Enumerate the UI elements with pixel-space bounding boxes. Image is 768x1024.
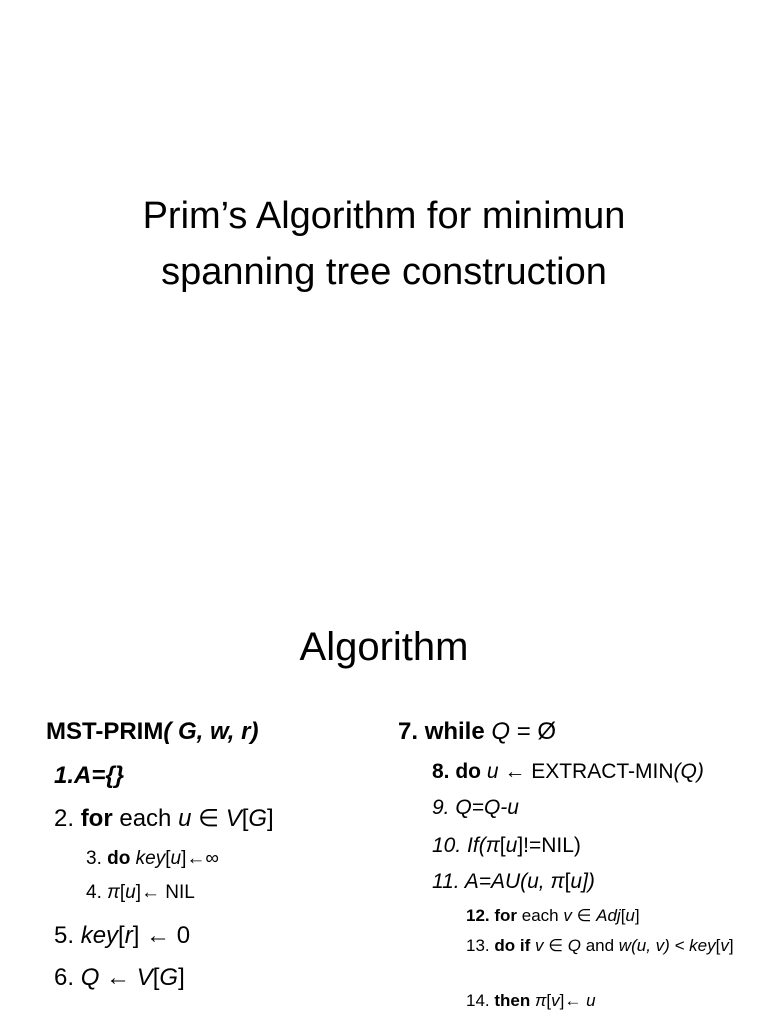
title-line-2: spanning tree construction — [161, 251, 607, 293]
line-2: 2. for each u ∈ V[G] — [54, 805, 274, 832]
title-line-1: Prim’s Algorithm for minimun — [142, 195, 626, 237]
line-12: 12. for each v ∈ Adj[u] — [466, 906, 640, 925]
line-9: 9. Q=Q-u — [432, 796, 519, 819]
line-11: 11. A=AU(u, π[u]) — [432, 870, 595, 893]
line-4: 4. π[u]← NIL — [86, 882, 195, 903]
line-10: 10. If(π[u]!=NIL) — [432, 834, 581, 857]
line-5: 5. key[r] ← 0 — [54, 922, 191, 949]
mst-prim-header: MST-PRIM( G, w, r) — [46, 718, 259, 745]
line-8: 8. do u ← EXTRACT-MIN(Q) — [432, 760, 704, 783]
line-3: 3. do key[u]←∞ — [86, 848, 219, 869]
line-6: 6. Q ← V[G] — [54, 964, 185, 991]
line-14: 14. then π[v]← u — [466, 991, 596, 1010]
slide-title — [40, 188, 728, 300]
line-13: 13. do if v ∈ Q and w(u, v) < key[v] — [466, 936, 734, 955]
algorithm-slide — [0, 512, 768, 1024]
line-1: 1.A={} — [54, 762, 125, 789]
line-7: 7. while Q = Ø — [398, 718, 557, 745]
algorithm-title: Algorithm — [299, 625, 469, 669]
